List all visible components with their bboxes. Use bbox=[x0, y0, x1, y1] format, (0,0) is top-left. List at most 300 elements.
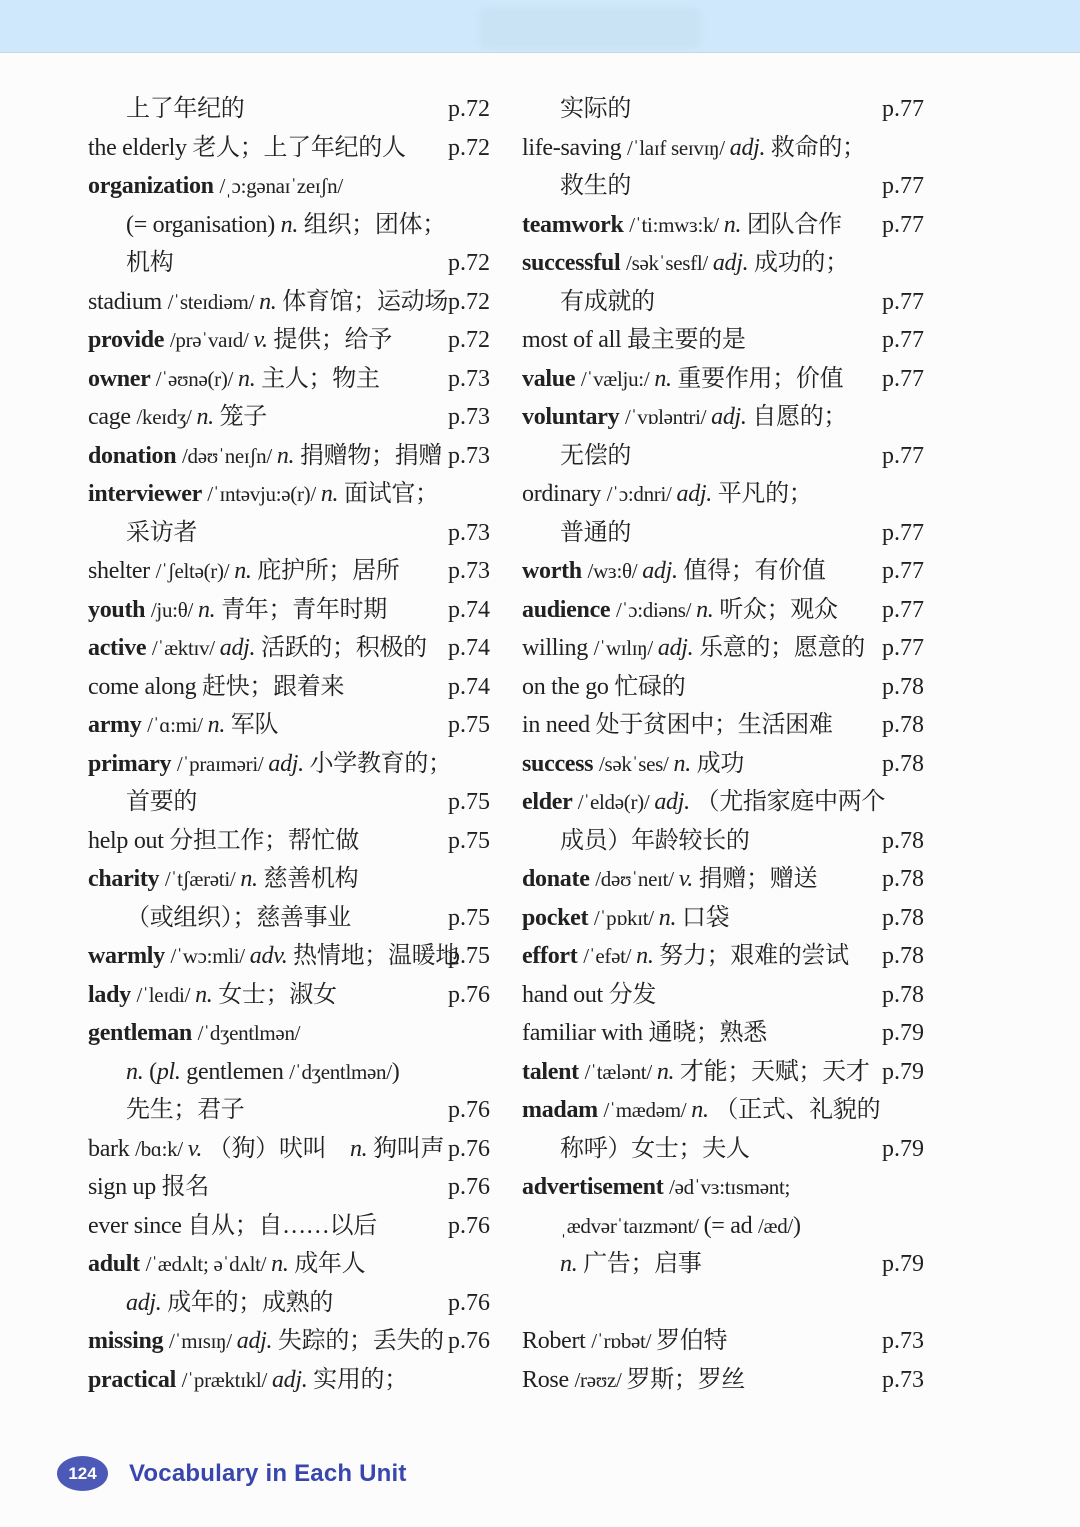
page-ref: p.72 bbox=[448, 327, 490, 353]
headword: army bbox=[88, 712, 148, 738]
headword: interviewer bbox=[88, 481, 208, 507]
english-text: in need bbox=[522, 712, 596, 738]
entry-text bbox=[522, 244, 849, 283]
chinese-gloss: 实用的； bbox=[313, 1366, 408, 1393]
phonetic: /keɪdʒ/ bbox=[136, 405, 197, 429]
entry-text bbox=[522, 90, 631, 129]
english-text: ) bbox=[792, 1212, 801, 1239]
chinese-gloss: 成功 bbox=[696, 750, 745, 777]
headword: talent bbox=[522, 1058, 585, 1085]
entry-text bbox=[522, 745, 744, 784]
pos-label: n. bbox=[234, 558, 258, 584]
chinese-gloss: 自从；自……以后 bbox=[187, 1212, 377, 1239]
page-ref: p.72 bbox=[448, 288, 490, 315]
english-text: hand out bbox=[522, 981, 609, 1008]
page-ref: p.78 bbox=[882, 866, 924, 892]
entry-text bbox=[88, 706, 278, 745]
chinese-gloss: 口袋 bbox=[681, 904, 730, 931]
phonetic: /prəˈvaɪd/ bbox=[169, 328, 254, 352]
entry-text bbox=[88, 860, 358, 899]
pos-label: pl. bbox=[156, 1058, 187, 1085]
phonetic: /səkˈsesfl/ bbox=[626, 251, 713, 275]
entry-text bbox=[88, 822, 359, 861]
entry-text bbox=[522, 283, 655, 322]
pos-label: v. bbox=[187, 1135, 208, 1162]
pos-label: adj. bbox=[219, 635, 261, 661]
english-text: ever since bbox=[88, 1212, 188, 1239]
vocab-entry-line bbox=[522, 976, 924, 1015]
phonetic: /səkˈses/ bbox=[598, 751, 674, 776]
pos-label: n. bbox=[238, 365, 262, 392]
pos-label: n. bbox=[673, 750, 697, 777]
page-ref: p.72 bbox=[448, 134, 490, 161]
english-text: sign up bbox=[88, 1174, 162, 1200]
vocab-entry-line bbox=[522, 129, 924, 168]
page-ref: p.75 bbox=[448, 712, 490, 738]
page-ref: p.73 bbox=[448, 404, 490, 430]
headword: organization bbox=[88, 173, 220, 199]
vocab-entry-line bbox=[88, 1322, 490, 1361]
pos-label: n. bbox=[126, 1058, 150, 1085]
entry-text bbox=[88, 321, 392, 360]
pos-label: n. bbox=[240, 866, 264, 892]
pos-label: v. bbox=[253, 327, 274, 353]
page-ref: p.74 bbox=[448, 596, 490, 623]
entry-text bbox=[522, 668, 685, 707]
entry-text bbox=[522, 1130, 750, 1169]
vocab-entry-line bbox=[88, 321, 490, 360]
pos-label: n. bbox=[723, 211, 747, 238]
chinese-gloss: 体育馆；运动场 bbox=[282, 288, 449, 315]
page-ref: p.79 bbox=[882, 1251, 924, 1277]
pos-label: n. bbox=[271, 1251, 295, 1277]
chinese-gloss: 狗叫声 bbox=[373, 1135, 445, 1162]
vocab-entry-line bbox=[522, 899, 924, 938]
entry-text bbox=[88, 1053, 399, 1092]
page-ref: p.79 bbox=[882, 1020, 924, 1046]
phonetic: /ˈleɪdi/ bbox=[136, 982, 196, 1007]
headword: adult bbox=[88, 1251, 146, 1277]
entry-text bbox=[522, 1322, 727, 1361]
entry-text bbox=[88, 360, 380, 399]
chinese-gloss: 捐赠物；捐赠 bbox=[299, 442, 443, 469]
page-ref: p.78 bbox=[882, 904, 924, 931]
vocab-entry-line bbox=[88, 1053, 490, 1092]
entry-text bbox=[522, 1361, 745, 1400]
chinese-gloss: 采访者 bbox=[126, 519, 198, 546]
entry-text bbox=[88, 283, 448, 322]
phonetic: /æd/ bbox=[757, 1213, 793, 1238]
pos-label: n. bbox=[696, 596, 720, 623]
entry-text bbox=[88, 167, 343, 206]
chinese-gloss: 成年人 bbox=[294, 1251, 366, 1277]
chinese-gloss: （正式、礼貌的 bbox=[714, 1097, 881, 1123]
chinese-gloss: 通晓；熟悉 bbox=[648, 1020, 767, 1046]
chinese-gloss: 女士；淑女 bbox=[218, 981, 337, 1008]
phonetic: /ˈrɒbət/ bbox=[591, 1329, 657, 1353]
entry-text bbox=[522, 629, 865, 668]
phonetic: /rəʊz/ bbox=[574, 1367, 627, 1392]
page-ref: p.77 bbox=[882, 96, 924, 122]
chinese-gloss: 热情地；温暖地 bbox=[293, 943, 460, 969]
vocab-entry-line bbox=[522, 668, 924, 707]
headword: success bbox=[522, 750, 599, 777]
entry-text bbox=[88, 206, 446, 245]
pos-label: n. bbox=[349, 1135, 374, 1162]
phonetic: /ˈtælənt/ bbox=[584, 1059, 657, 1084]
chinese-gloss: （狗）吠叫 bbox=[207, 1135, 350, 1162]
phonetic: /ˈpræktɪkl/ bbox=[181, 1367, 272, 1392]
entry-text bbox=[522, 783, 885, 822]
pos-label: n. bbox=[259, 288, 283, 315]
pos-label: adj. bbox=[676, 481, 718, 507]
pos-label: adj. bbox=[657, 635, 700, 661]
phonetic: /ˈsteɪdiəm/ bbox=[167, 289, 260, 314]
phonetic: /ˈpraɪməri/ bbox=[176, 751, 269, 776]
chinese-gloss: 报名 bbox=[161, 1174, 210, 1200]
entry-text bbox=[522, 206, 842, 245]
page-ref: p.79 bbox=[882, 1135, 924, 1162]
vocab-entry-line bbox=[88, 745, 490, 784]
chinese-gloss: 罗伯特 bbox=[656, 1328, 728, 1354]
chinese-gloss: 面试官； bbox=[343, 481, 439, 507]
entry-text bbox=[522, 321, 746, 360]
chinese-gloss: 重要作用；价值 bbox=[677, 365, 844, 392]
chinese-gloss: 有成就的 bbox=[560, 288, 655, 315]
vocab-entry-line bbox=[522, 475, 924, 514]
headword: elder bbox=[522, 789, 578, 815]
vocab-entry-line bbox=[88, 1207, 490, 1246]
entry-text bbox=[522, 1053, 870, 1092]
chinese-gloss: 活跃的；积极的 bbox=[260, 635, 427, 661]
chinese-gloss: 提供；给予 bbox=[273, 327, 392, 353]
vocab-entry-line bbox=[88, 167, 490, 206]
vocab-entry-line bbox=[522, 629, 924, 668]
chinese-gloss: 才能；天赋；天才 bbox=[679, 1058, 870, 1085]
phonetic: /ˈɔ:diəns/ bbox=[615, 597, 697, 622]
entry-text bbox=[522, 706, 833, 745]
phonetic: /ˈpɒkɪt/ bbox=[593, 905, 659, 930]
vocab-entry-line bbox=[522, 822, 924, 861]
phonetic: /ˈɑ:mi/ bbox=[147, 713, 208, 737]
page-ref: p.75 bbox=[448, 943, 490, 969]
vocab-entry-line bbox=[522, 1168, 924, 1207]
english-text: gentlemen bbox=[186, 1058, 290, 1085]
page-ref: p.78 bbox=[882, 750, 924, 777]
page-ref: p.78 bbox=[882, 981, 924, 1008]
top-banner bbox=[0, 0, 1080, 53]
page-ref: p.77 bbox=[882, 365, 924, 392]
phonetic: /dəʊˈneɪt/ bbox=[595, 867, 679, 891]
vocab-entry-line bbox=[522, 1245, 924, 1284]
page-ref: p.78 bbox=[882, 673, 924, 700]
pos-label: adj. bbox=[236, 1328, 278, 1354]
entry-text bbox=[88, 937, 459, 976]
vocab-entry-line bbox=[88, 475, 490, 514]
vocab-entry-line bbox=[88, 283, 490, 322]
page-ref: p.76 bbox=[448, 1135, 490, 1162]
page-ref: p.76 bbox=[448, 1174, 490, 1200]
vocab-entry-line bbox=[88, 1168, 490, 1207]
phonetic: /wɜ:θ/ bbox=[587, 559, 643, 583]
chinese-gloss: 机构 bbox=[126, 250, 174, 276]
page-ref: p.72 bbox=[448, 250, 490, 276]
chinese-gloss: 上了年纪的 bbox=[126, 96, 245, 122]
chinese-gloss: 青年；青年时期 bbox=[221, 596, 387, 623]
page-ref: p.77 bbox=[882, 519, 924, 546]
english-text: life-saving bbox=[522, 134, 628, 161]
chinese-gloss: （或组织）；慈善事业 bbox=[126, 904, 351, 931]
pos-label: adj. bbox=[711, 404, 753, 430]
chinese-gloss: 救生的 bbox=[560, 173, 632, 199]
page-ref: p.79 bbox=[882, 1058, 924, 1085]
pos-label: adj. bbox=[712, 250, 755, 276]
vocab-entry-line bbox=[88, 129, 490, 168]
entry-text bbox=[522, 167, 631, 206]
headword: successful bbox=[522, 250, 627, 276]
phonetic: ˌædvərˈtaɪzmənt/ bbox=[560, 1213, 704, 1238]
headword: charity bbox=[88, 866, 165, 892]
vocab-entry-line bbox=[88, 1361, 490, 1400]
vocab-entry-line bbox=[522, 1207, 924, 1246]
page-ref: p.76 bbox=[448, 1289, 490, 1316]
page-ref: p.74 bbox=[448, 635, 490, 661]
pos-label: n. bbox=[636, 943, 660, 969]
vocab-entry-line bbox=[522, 514, 924, 553]
pos-label: adj. bbox=[126, 1289, 168, 1316]
page-ref: p.73 bbox=[448, 442, 490, 469]
entry-text bbox=[522, 475, 813, 514]
chinese-gloss: 慈善机构 bbox=[263, 866, 359, 892]
phonetic: /bɑ:k/ bbox=[135, 1136, 188, 1161]
vocab-entry-line bbox=[88, 937, 490, 976]
phonetic: /ˈəʊnə(r)/ bbox=[155, 366, 239, 391]
phonetic: /ˈɪntəvju:ə(r)/ bbox=[207, 482, 321, 506]
chinese-gloss: 先生；君子 bbox=[126, 1097, 245, 1123]
headword: active bbox=[88, 635, 152, 661]
vocab-entry-line bbox=[88, 90, 490, 129]
vocab-entry-line bbox=[522, 437, 924, 476]
page-ref: p.73 bbox=[448, 365, 490, 392]
vocab-entry-line bbox=[88, 899, 490, 938]
vocab-entry-line bbox=[88, 552, 490, 591]
english-text: ( bbox=[149, 1058, 157, 1085]
chinese-gloss: （尤指家庭中两个 bbox=[695, 789, 886, 815]
headword: pocket bbox=[522, 904, 594, 931]
english-text: help out bbox=[88, 827, 170, 854]
english-text: ) bbox=[391, 1058, 400, 1085]
phonetic: /ju:θ/ bbox=[150, 597, 198, 622]
page-ref: p.78 bbox=[882, 943, 924, 969]
headword: missing bbox=[88, 1328, 169, 1354]
english-text: most of all bbox=[522, 327, 628, 353]
phonetic: /ˈvælju:/ bbox=[580, 366, 655, 391]
page-ref: p.73 bbox=[882, 1328, 924, 1354]
vocab-entry-line bbox=[88, 244, 490, 283]
phonetic: /ˈwɪlɪŋ/ bbox=[593, 636, 658, 660]
entry-text bbox=[88, 899, 351, 938]
entry-text bbox=[522, 1207, 801, 1246]
entry-text bbox=[88, 976, 337, 1015]
vocab-entry-line bbox=[88, 1091, 490, 1130]
entry-text bbox=[88, 1245, 365, 1284]
chinese-gloss: 军队 bbox=[230, 712, 279, 738]
vocab-entry-line bbox=[522, 1284, 924, 1323]
vocab-entry-line bbox=[522, 1053, 924, 1092]
chinese-gloss: 努力；艰难的尝试 bbox=[659, 943, 849, 969]
english-text: cage bbox=[88, 404, 137, 430]
entry-text bbox=[88, 90, 245, 129]
page-ref: p.76 bbox=[448, 1212, 490, 1239]
entry-text bbox=[88, 1207, 377, 1246]
headword: effort bbox=[522, 943, 584, 969]
vocab-entry-line bbox=[88, 668, 490, 707]
english-text: ordinary bbox=[522, 481, 607, 507]
headword: primary bbox=[88, 750, 177, 777]
page-ref: p.73 bbox=[448, 558, 490, 584]
headword: teamwork bbox=[522, 211, 630, 238]
entry-text bbox=[88, 745, 452, 784]
entry-text bbox=[522, 552, 826, 591]
pos-label: n. bbox=[658, 904, 682, 931]
vocab-entry-line bbox=[522, 244, 924, 283]
headword: gentleman bbox=[88, 1020, 198, 1046]
entry-text bbox=[522, 1245, 702, 1284]
pos-label: adj. bbox=[654, 789, 696, 815]
headword: audience bbox=[522, 596, 616, 623]
vocab-entry-line bbox=[88, 591, 490, 630]
chinese-gloss: 主人；物主 bbox=[261, 365, 380, 392]
headword: value bbox=[522, 365, 581, 392]
entry-text bbox=[88, 437, 442, 476]
vocab-entry-line bbox=[522, 321, 924, 360]
phonetic: /ˈmædəm/ bbox=[603, 1098, 692, 1122]
chinese-gloss: 成员）年龄较长的 bbox=[560, 827, 750, 854]
chinese-gloss: 小学教育的； bbox=[309, 750, 452, 777]
entry-text bbox=[88, 398, 267, 437]
chinese-gloss: 笼子 bbox=[219, 404, 267, 430]
pos-label: n. bbox=[207, 712, 231, 738]
vocab-entry-line bbox=[522, 783, 924, 822]
page-ref: p.72 bbox=[448, 96, 490, 122]
vocab-column-right bbox=[522, 90, 924, 1399]
chinese-gloss: 成功的； bbox=[754, 250, 849, 276]
vocab-entry-line bbox=[88, 1284, 490, 1323]
page-ref: p.73 bbox=[448, 519, 490, 546]
page-ref: p.77 bbox=[882, 635, 924, 661]
pos-label: adj. bbox=[729, 134, 771, 161]
headword: lady bbox=[88, 981, 137, 1008]
entry-text bbox=[88, 783, 197, 822]
page-ref: p.77 bbox=[882, 442, 924, 469]
pos-label: n. bbox=[280, 211, 304, 238]
vocab-entry-line bbox=[88, 706, 490, 745]
vocab-entry-line bbox=[88, 514, 490, 553]
page-ref: p.78 bbox=[882, 827, 924, 854]
vocab-entry-line bbox=[88, 398, 490, 437]
english-text: bark bbox=[88, 1135, 136, 1162]
english-text: the elderly bbox=[88, 134, 193, 161]
headword: donate bbox=[522, 866, 596, 892]
vocab-entry-line bbox=[88, 976, 490, 1015]
page-ref: p.77 bbox=[882, 558, 924, 584]
phonetic: /ˈti:mwɜ:k/ bbox=[629, 212, 724, 237]
vocab-entry-line bbox=[88, 1130, 490, 1169]
vocab-entry-line bbox=[88, 783, 490, 822]
vocab-entry-line bbox=[88, 629, 490, 668]
english-text: familiar with bbox=[522, 1020, 649, 1046]
phonetic: /ˈædʌlt; əˈdʌlt/ bbox=[145, 1252, 272, 1276]
page-number-badge: 124 bbox=[57, 1456, 108, 1491]
chinese-gloss: 成年的；成熟的 bbox=[167, 1289, 334, 1316]
vocab-entry-line bbox=[522, 206, 924, 245]
chinese-gloss: 老人；上了年纪的人 bbox=[192, 134, 406, 161]
chinese-gloss: 处于贫困中；生活困难 bbox=[595, 712, 833, 738]
vocab-entry-line bbox=[522, 90, 924, 129]
entry-text bbox=[522, 1091, 880, 1130]
chinese-gloss: 广告；启事 bbox=[583, 1251, 702, 1277]
vocab-entry-line bbox=[88, 1245, 490, 1284]
english-text: shelter bbox=[88, 558, 156, 584]
entry-text bbox=[522, 398, 847, 437]
page-ref: p.75 bbox=[448, 904, 490, 931]
entry-text bbox=[522, 937, 849, 976]
chinese-gloss: 实际的 bbox=[560, 96, 632, 122]
phonetic: /ˈefət/ bbox=[583, 944, 637, 968]
phonetic: /dəʊˈneɪʃn/ bbox=[182, 443, 277, 468]
vocab-entry-line bbox=[522, 283, 924, 322]
page-ref: p.78 bbox=[882, 712, 924, 738]
entry-text bbox=[522, 129, 866, 168]
pos-label: adj. bbox=[642, 558, 684, 584]
page-ref: p.76 bbox=[448, 981, 490, 1008]
entry-text bbox=[88, 552, 400, 591]
page-ref: p.76 bbox=[448, 1328, 490, 1354]
phonetic: /ˈɔ:dnri/ bbox=[606, 482, 677, 506]
pos-label: adv. bbox=[249, 943, 294, 969]
vocab-entry-line bbox=[88, 1014, 490, 1053]
chinese-gloss: 赶快；跟着来 bbox=[202, 673, 345, 700]
vocab-entry-line bbox=[88, 860, 490, 899]
pos-label: n. bbox=[560, 1251, 584, 1277]
headword: warmly bbox=[88, 943, 171, 969]
scan-smudge bbox=[480, 8, 700, 48]
page-ref: p.77 bbox=[882, 288, 924, 315]
entry-text bbox=[88, 1284, 333, 1323]
headword: advertisement bbox=[522, 1174, 670, 1200]
phonetic: /ˈdʒentlmən/ bbox=[289, 1059, 392, 1084]
headword: owner bbox=[88, 365, 156, 392]
entry-text bbox=[88, 668, 344, 707]
pos-label: v. bbox=[678, 866, 699, 892]
chinese-gloss: 忙碌的 bbox=[614, 673, 686, 700]
chinese-gloss: 分担工作；帮忙做 bbox=[169, 827, 359, 854]
chinese-gloss: 救命的； bbox=[770, 134, 866, 161]
headword: provide bbox=[88, 327, 170, 353]
vocab-column-left bbox=[88, 90, 490, 1399]
page-ref: p.77 bbox=[882, 327, 924, 353]
vocab-entry-line bbox=[88, 822, 490, 861]
vocab-entry-line bbox=[522, 1014, 924, 1053]
entry-text bbox=[88, 129, 406, 168]
page-ref: p.75 bbox=[448, 789, 490, 815]
entry-text bbox=[88, 1091, 245, 1130]
entry-text bbox=[88, 244, 173, 283]
pos-label: n. bbox=[320, 481, 344, 507]
vocab-entry-line bbox=[88, 360, 490, 399]
entry-text bbox=[88, 1322, 444, 1361]
entry-text bbox=[88, 1361, 408, 1400]
